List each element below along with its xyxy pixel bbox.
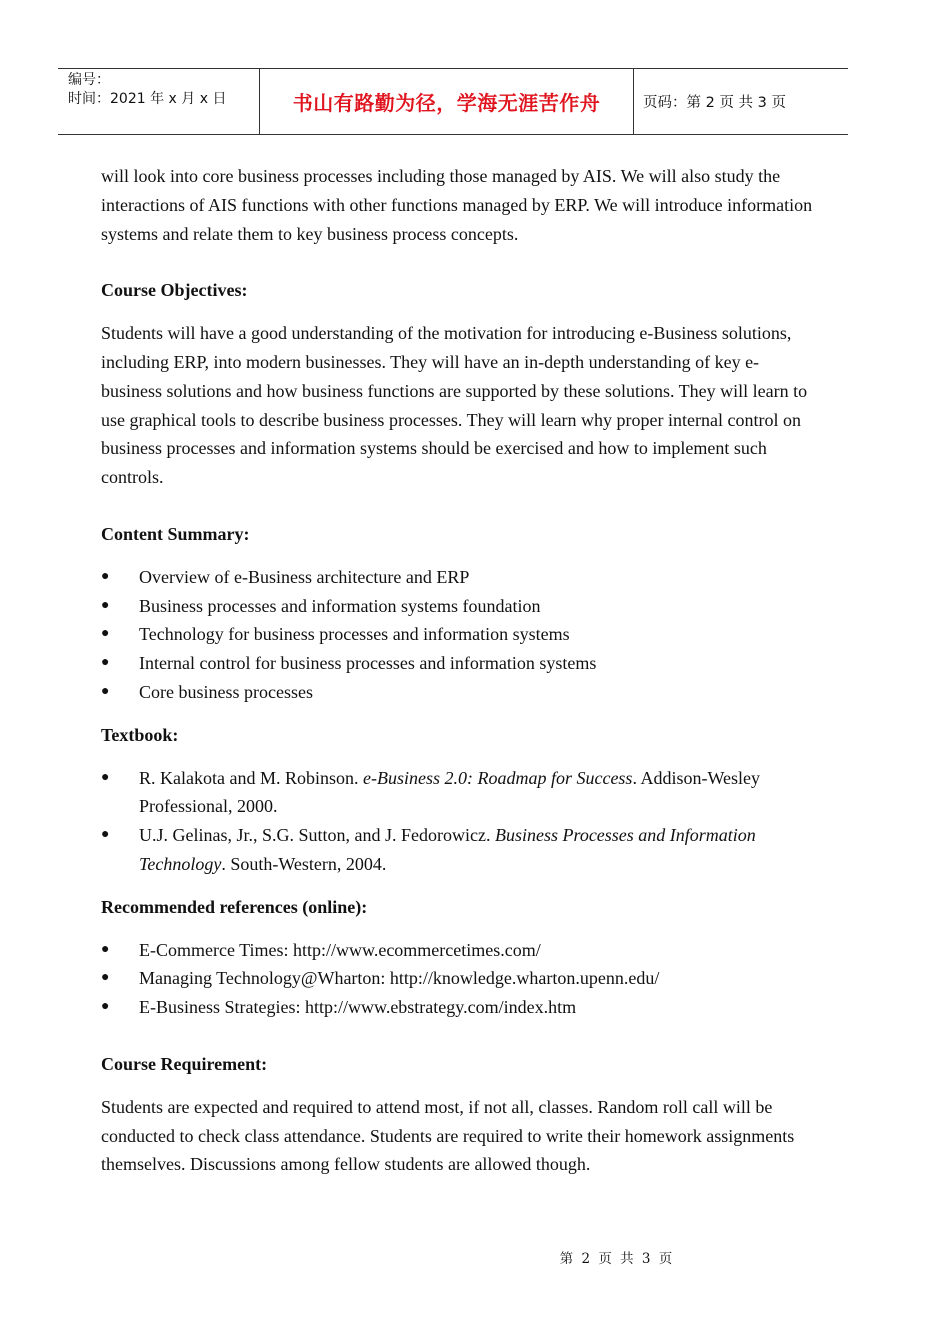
list-item: ● Technology for business processes and information systems: [101, 620, 813, 649]
content-summary-heading: Content Summary:: [101, 523, 250, 544]
book-title: Business Processes and Information Technology: [139, 825, 756, 874]
bullet-icon: ●: [101, 827, 110, 843]
document-time-label: 时间：2021 年 x 月 x 日: [68, 91, 227, 107]
list-item: ● Internal control for business processes and information systems: [101, 649, 813, 678]
bullet-icon: ●: [101, 568, 110, 584]
bullet-icon: ●: [101, 597, 110, 613]
list-item: ● Overview of e-Business architecture and ERP: [101, 563, 813, 592]
header-motto-cell: [260, 69, 634, 134]
bullet-icon: ●: [101, 941, 110, 957]
list-item: ● U.J. Gelinas, Jr., S.G. Sutton, and J. Fedorowicz. Business Processes and Information Technology. South-Western, 2004.: [101, 821, 813, 879]
list-item: ● Core business processes: [101, 678, 813, 707]
content-summary-list: [101, 563, 813, 707]
textbook-heading: Textbook:: [101, 724, 179, 745]
bullet-icon: ●: [101, 626, 110, 642]
references-list: [101, 936, 813, 1022]
objectives-heading: Course Objectives:: [101, 280, 248, 301]
header-page-indicator: 页码：第 2 页 共 3 页: [643, 95, 786, 111]
list-item: ● R. Kalakota and M. Robinson. e-Business 2.0: Roadmap for Success. Addison-Wesley Professional, 2000.: [101, 764, 813, 822]
list-item: ● E-Business Strategies: http://www.ebstrategy.com/index.htm: [101, 993, 813, 1022]
list-item: ● Managing Technology@Wharton: http://knowledge.wharton.upenn.edu/: [101, 964, 813, 993]
list-item: ● E-Commerce Times: http://www.ecommercetimes.com/: [101, 936, 813, 965]
textbook-list: [101, 764, 813, 879]
header-meta: [58, 69, 260, 134]
bullet-icon: ●: [101, 769, 110, 785]
references-heading: Recommended references (online):: [101, 896, 368, 917]
page-footer: 第 2 页 共 3 页: [559, 1251, 675, 1267]
list-item: ● Business processes and information systems foundation: [101, 592, 813, 621]
document-body: [101, 162, 813, 1179]
book-title: e-Business 2.0: Roadmap for Success: [362, 767, 633, 788]
bullet-icon: ●: [101, 655, 110, 671]
objectives-paragraph: Students will have a good understanding of the motivation for introducing e-Business solutions, including ERP, into modern businesses. They will have an in-depth understanding of key e-business solutions and how business functions are supported by these solutions. They will learn to use graphical tools to describe business processes. They will learn why proper internal control on business processes and information systems should be exercised and how to implement such controls.: [101, 323, 808, 488]
bullet-icon: ●: [101, 970, 110, 986]
page-header: [58, 68, 848, 135]
intro-paragraph: will look into core business processes including those managed by AIS. We will also study the interactions of AIS functions with other functions managed by ERP. We will introduce information systems and relate them to key business process concepts.: [101, 166, 813, 244]
bullet-icon: ●: [101, 683, 110, 699]
bullet-icon: ●: [101, 999, 110, 1015]
requirement-paragraph: Students are expected and required to attend most, if not all, classes. Random roll call will be conducted to check class attendance. Students are required to write their homework assignments themselves. Discussions among fellow students are allowed though.: [101, 1096, 795, 1175]
document-number-label: 编号：: [68, 72, 110, 88]
requirement-heading: Course Requirement:: [101, 1053, 268, 1074]
header-motto: 书山有路勤为径，学海无涯苦作舟: [292, 91, 601, 115]
